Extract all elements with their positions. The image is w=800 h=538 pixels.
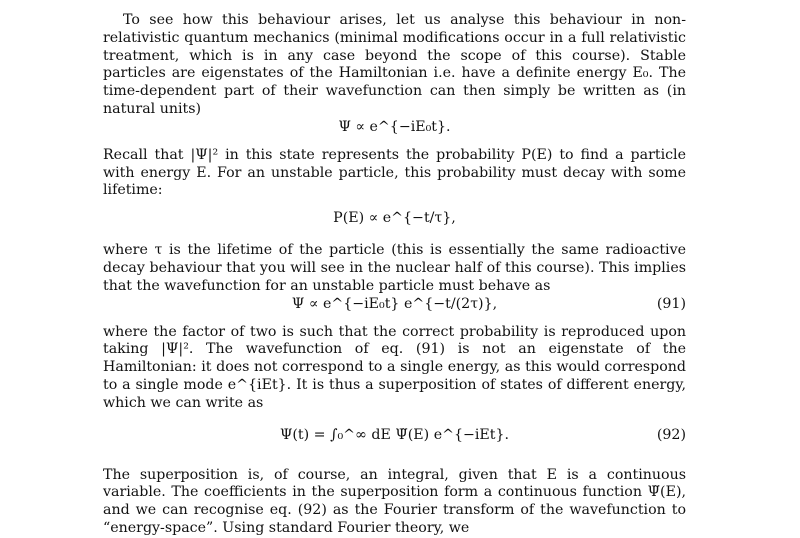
equation-92 [103,413,686,457]
equation-91-number: (91) [656,295,686,312]
paragraph-3: where τ is the lifetime of the particle (this is essentially the same radioactive decay behaviour that you will see in the nuclear half of this course). This implies that the wavefunction for an unstable particle must behave as [103,242,686,294]
equation-92-body: Ψ(t) = ∫₀^∞ dE Ψ̃(E) e^{−iEt}. [279,426,510,443]
paragraph-2: Recall that |Ψ|² in this state represents the probability P(E) to find a particle with energy E. For an unstable particle, this probability must decay with some lifetime: [103,146,686,199]
equation-probability-decay: P(E) ∝ e^{−t/τ}, [333,210,456,227]
equation-91 [103,296,686,318]
equation-92-number: (92) [656,426,686,443]
paragraph-4: where the factor of two is such that the correct probability is reproduced upon taking |Ψ|². The wavefunction of eq. (91) is not an eigenstate of the Hamiltonian: it does not correspond to a single energy, as this would correspond to a single mode e^{iEt}. It is thus a superposition of states of different energy, which we can write as [103,323,686,411]
equation-wavefunction-stable: Ψ ∝ e^{−iE₀t}. [338,118,451,135]
document-page [103,12,686,538]
equation-91-body: Ψ ∝ e^{−iE₀t} e^{−t/(2τ)}, [291,295,498,312]
paragraph-5: The superposition is, of course, an integral, given that E is a continuous variable. The coefficients in the superposition form a continuous function Ψ̃(E), and we can recognise eq. (92) as the Fourier transform of the wavefunction to “energy-space”. Using standard Fourier theory, we [103,466,686,536]
paragraph-1: To see how this behaviour arises, let us analyse this behaviour in non-relativistic quantum mechanics (minimal modifications occur in a full relativistic treatment, which is in any case beyond the scope of this course). Stable particles are eigenstates of the Hamiltonian i.e. have a definite energy E₀. The time-dependent part of their wavefunction can then simply be written as (in natural units) [103,12,686,117]
